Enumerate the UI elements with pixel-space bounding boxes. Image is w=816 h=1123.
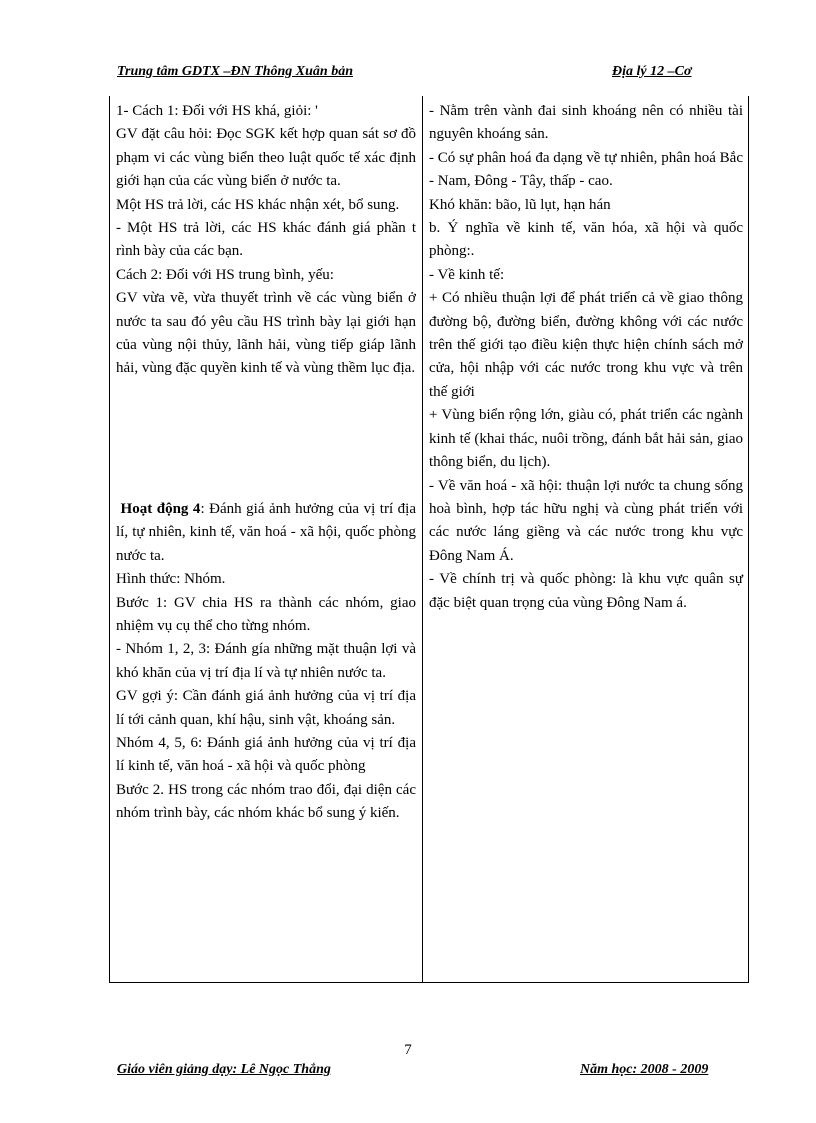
left-line: Bước 1: GV chia HS ra thành các nhóm, giao nhiệm vụ cụ thể cho từng nhóm. — [116, 594, 416, 634]
left-line: Nhóm 4, 5, 6: Đánh giá ảnh hưởng của vị trí địa lí kinh tế, văn hoá - xã hội và quốc phòng — [116, 734, 416, 775]
footer-teacher: Giáo viên giảng dạy: Lê Ngọc Thắng — [117, 1062, 331, 1077]
page-number: 7 — [404, 1042, 412, 1058]
right-line: + Có nhiều thuận lợi để phát triển cả về giao thông đường bộ, đường biển, đường không với các nước trên thế giới tạo điều kiện thực hiện chính sách mở cửa, hội nhập với các nước trong khu vực và trên thế giới — [429, 290, 743, 400]
left-line: GV vừa vẽ, vừa thuyết trình về các vùng biển ở nước ta sau đó yêu cầu HS trình bày lại giới hạn của vùng nội thủy, lãnh hải, vùng tiếp giáp lãnh hải, vùng đặc quyền kinh tế và vùng thềm lục địa. — [116, 290, 416, 377]
left-line: 1- Cách 1: Đối với HS khá, giỏi: ' — [116, 103, 318, 119]
right-line: b. Ý nghĩa về kinh tế, văn hóa, xã hội và quốc phòng:. — [429, 220, 743, 260]
activity-text: : Đánh giá ảnh hưởng của vị trí địa lí, tự nhiên, kinh tế, văn hoá - xã hội, quốc phòng nước ta. — [116, 500, 416, 564]
right-line: + Vùng biển rộng lớn, giàu có, phát triển các ngành kinh tế (khai thác, nuôi trồng, đánh bắt hải sản, giao thông biển, du lịch). — [429, 407, 743, 471]
left-line: - Một HS trả lời, các HS khác đánh giá phần t rình bày của các bạn. — [116, 220, 416, 260]
left-line: Bước 2. HS trong các nhóm trao đổi, đại diện các nhóm trình bày, các nhóm khác bổ sung ý kiến. — [116, 781, 416, 822]
activity-heading — [116, 498, 416, 568]
teacher-activities-column — [116, 100, 416, 826]
lesson-table — [109, 96, 749, 983]
right-line: Khó khăn: bão, lũ lụt, hạn hán — [429, 196, 611, 213]
right-line: - Có sự phân hoá đa dạng về tự nhiên, phân hoá Bắc - Nam, Đông - Tây, thấp - cao. — [429, 149, 743, 190]
column-divider — [422, 96, 423, 982]
footer-school-year: Năm học: 2008 - 2009 — [580, 1062, 709, 1077]
right-line: - Về kinh tế: — [429, 266, 505, 283]
header-school: Trung tâm GDTX –ĐN Thông Xuân bản — [117, 64, 353, 79]
right-line: - Nằm trên vành đai sinh khoáng nên có nhiều tài nguyên khoáng sản. — [429, 103, 743, 143]
header-subject: Địa lý 12 –Cơ — [612, 64, 692, 79]
left-line: Hình thức: Nhóm. — [116, 571, 226, 588]
left-line: GV đặt câu hỏi: Đọc SGK kết hợp quan sát sơ đồ phạm vi các vùng biển theo luật quốc tế xác định giới hạn của các vùng biển ở nước ta. — [116, 126, 416, 190]
left-line: - Nhóm 1, 2, 3: Đánh gía những mặt thuận lợi và khó khăn của vị trí địa lí và tự nhiên nước ta. — [116, 641, 416, 681]
left-line: Cách 2: Đối với HS trung bình, yếu: — [116, 266, 334, 283]
content-column — [429, 100, 743, 615]
left-line: Một HS trả lời, các HS khác nhận xét, bổ sung. — [116, 196, 400, 213]
activity-title: Hoạt động 4 — [120, 500, 201, 517]
left-line: GV gợi ý: Cần đánh giá ảnh hưởng của vị trí địa lí tới cảnh quan, khí hậu, sinh vật, khoáng sản. — [116, 688, 416, 728]
right-line: - Về chính trị và quốc phòng: là khu vực quân sự đặc biệt quan trọng của vùng Đông Nam á. — [429, 571, 743, 611]
right-line: - Về văn hoá - xã hội: thuận lợi nước ta chung sống hoà bình, hợp tác hữu nghị và cùng phát triển với các nước láng giềng và các nước trong khu vực Đông Nam Á. — [429, 477, 743, 564]
